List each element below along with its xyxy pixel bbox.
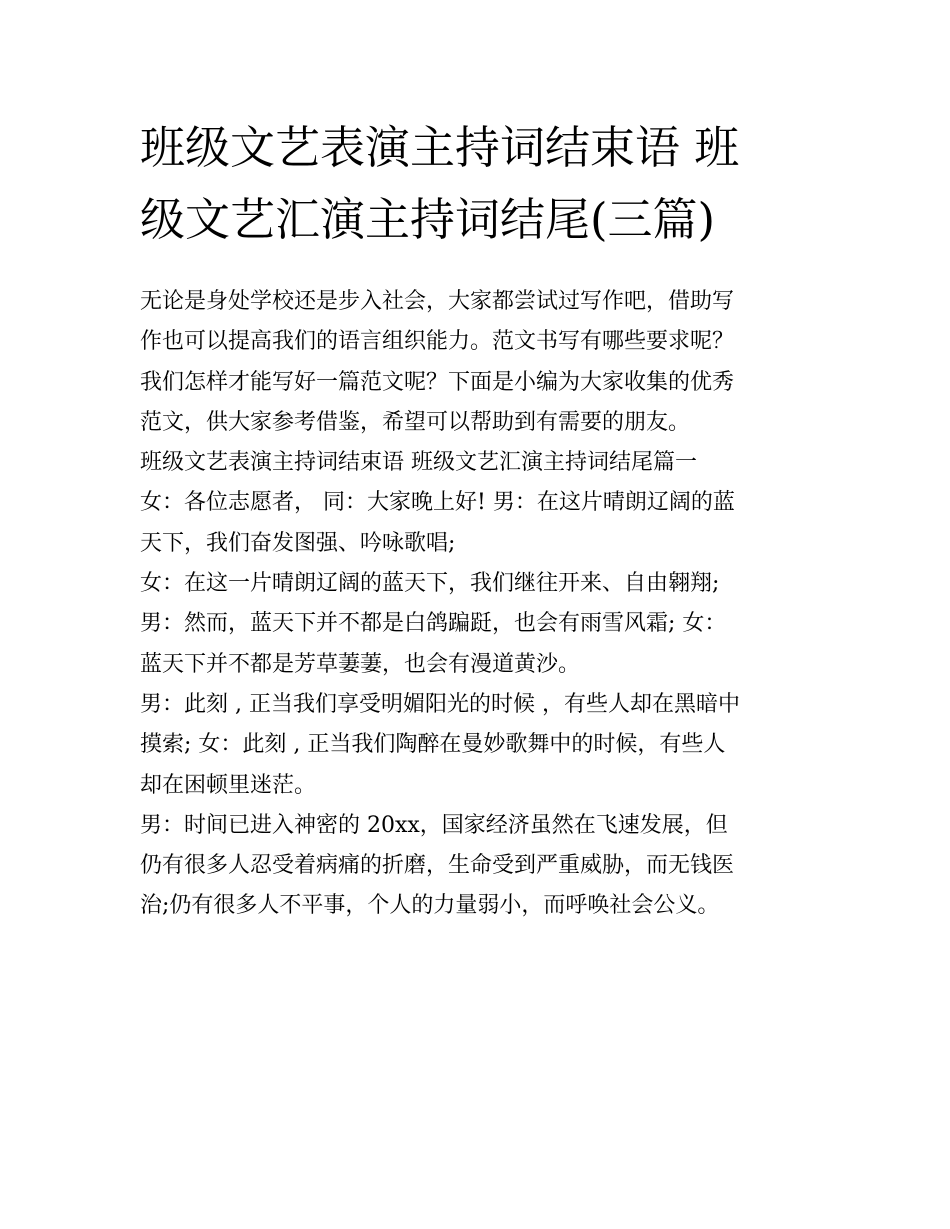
document-title [140, 112, 810, 256]
script-line: 女：在这一片晴朗辽阔的蓝天下，我们继往开来、自由翱翔; [140, 571, 720, 597]
script-line: 男：然而，蓝天下并不都是白鸽蹁跹，也会有雨雪风霜; 女： [140, 611, 727, 637]
script-line: 天下，我们奋发图强、吟咏歌唱; [140, 530, 456, 556]
script-line: 仍有很多人忍受着病痛的折磨，生命受到严重威胁，而无钱医 [140, 853, 735, 879]
title-line: 班级文艺表演主持词结束语 班 [140, 121, 740, 174]
intro-line: 范文，供大家参考借鉴，希望可以帮助到有需要的朋友。 [140, 409, 691, 435]
script-line: 男：时间已进入神密的 20xx，国家经济虽然在飞速发展，但 [140, 812, 728, 838]
script-line: 蓝天下并不都是芳草萋萋，也会有漫道黄沙。 [140, 651, 581, 677]
title-line: 级文艺汇演主持词结尾(三篇) [140, 193, 716, 246]
section-heading: 班级文艺表演主持词结束语 班级文艺汇演主持词结尾篇一 [140, 450, 697, 476]
script-line: 治;仍有很多人不平事，个人的力量弱小，而呼唤社会公义。 [140, 893, 720, 919]
intro-line: 无论是身处学校还是步入社会，大家都尝试过写作吧，借助写 [140, 289, 735, 314]
script-line: 女：各位志愿者， 同：大家晚上好! 男：在这片晴朗辽阔的蓝 [140, 490, 735, 516]
document-body [140, 282, 820, 927]
intro-line: 我们怎样才能写好一篇范文呢？下面是小编为大家收集的优秀 [140, 369, 735, 395]
script-line: 男：此刻 , 正当我们享受明媚阳光的时候 ，有些人却在黑暗中 [140, 691, 740, 717]
script-line: 却在困顿里迷茫。 [140, 772, 317, 798]
intro-line: 作也可以提高我们的语言组织能力。范文书写有哪些要求呢？ [140, 329, 735, 355]
script-line: 摸索; 女：此刻 , 正当我们陶醉在曼妙歌舞中的时候，有些人 [140, 732, 726, 758]
